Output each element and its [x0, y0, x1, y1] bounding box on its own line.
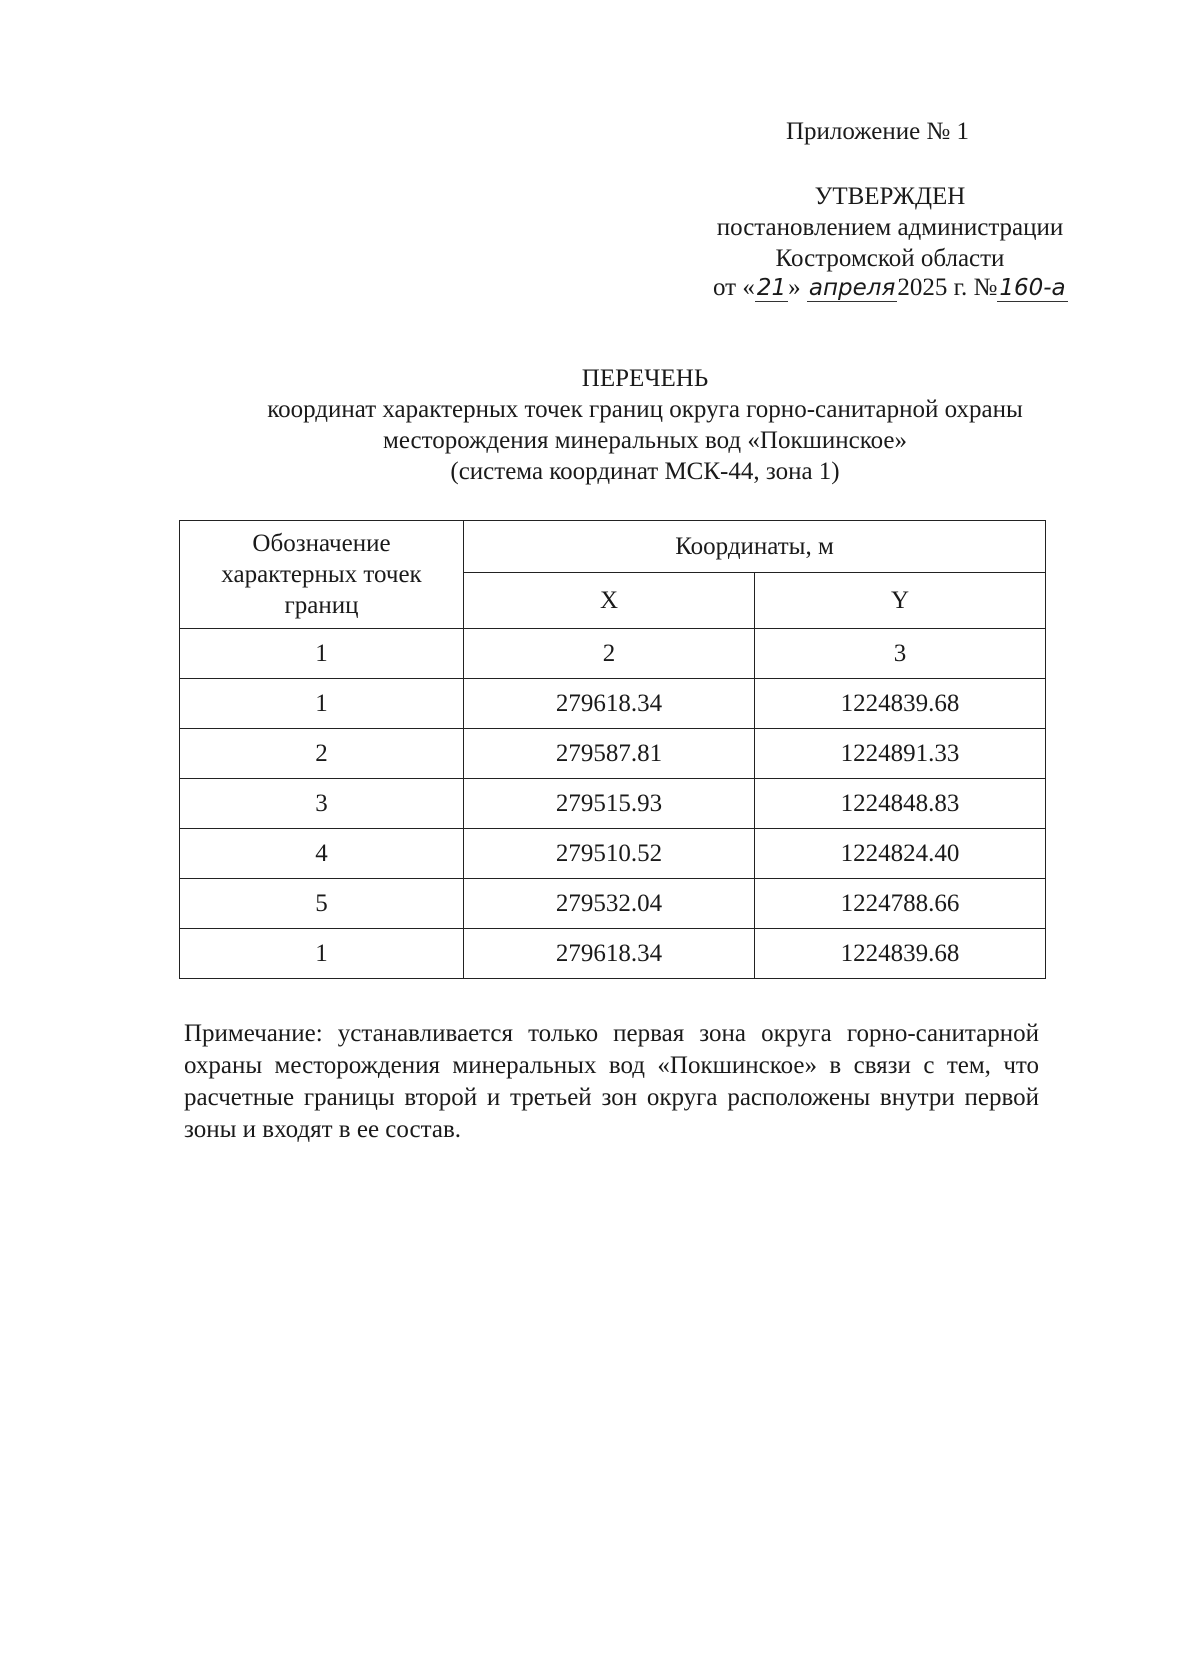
- point-id: 5: [180, 879, 464, 929]
- coord-x: 279587.81: [464, 729, 755, 779]
- header-point-designation: Обозначение характерных точек границ: [180, 521, 464, 629]
- approval-date-line: [713, 274, 1068, 302]
- date-prefix: от «: [713, 274, 755, 301]
- approval-heading: УТВЕРЖДЕН: [814, 183, 966, 210]
- coord-y: 1224839.68: [755, 929, 1046, 979]
- approval-stamp: [690, 181, 1090, 274]
- table-row: [180, 679, 1046, 729]
- document-title: [180, 363, 1110, 487]
- coord-y: 1224891.33: [755, 729, 1046, 779]
- point-id: 3: [180, 779, 464, 829]
- table-row: [180, 879, 1046, 929]
- coord-x: 279532.04: [464, 879, 755, 929]
- date-year: 2025 г. №: [897, 274, 998, 301]
- column-number-1: 1: [180, 629, 464, 679]
- point-id: 1: [180, 679, 464, 729]
- coord-x: 279618.34: [464, 679, 755, 729]
- column-number-3: 3: [755, 629, 1046, 679]
- point-id: 4: [180, 829, 464, 879]
- date-mid: »: [788, 274, 801, 301]
- coord-y: 1224824.40: [755, 829, 1046, 879]
- table-row: [180, 829, 1046, 879]
- coord-y: 1224848.83: [755, 779, 1046, 829]
- column-number-row: [180, 629, 1046, 679]
- column-number-2: 2: [464, 629, 755, 679]
- coord-x: 279515.93: [464, 779, 755, 829]
- header-y: Y: [755, 573, 1046, 629]
- title-line-1: координат характерных точек границ округа горно-санитарной охраны: [267, 396, 1023, 423]
- title-line-3: (система координат МСК-44, зона 1): [450, 458, 840, 485]
- point-id: 1: [180, 929, 464, 979]
- appendix-number: Приложение № 1: [786, 118, 970, 145]
- handwritten-day: 21: [756, 275, 787, 301]
- note-paragraph: Примечание: устанавливается только первая зона округа горно-санитарной охраны месторождения минеральных вод «Покшинское» в связи с тем, что расчетные границы второй и третьей зон округа расположены внутри первой зоны и входят в ее состав.: [184, 1020, 1039, 1143]
- coord-y: 1224839.68: [755, 679, 1046, 729]
- point-id: 2: [180, 729, 464, 779]
- coord-x: 279510.52: [464, 829, 755, 879]
- coord-x: 279618.34: [464, 929, 755, 979]
- approval-line-2: Костромской области: [775, 245, 1005, 272]
- coord-y: 1224788.66: [755, 879, 1046, 929]
- title-line-2: месторождения минеральных вод «Покшинское»: [383, 427, 907, 454]
- table-header-row: [180, 521, 1046, 573]
- header-coordinates: Координаты, м: [464, 521, 1046, 573]
- title-heading: ПЕРЕЧЕНЬ: [581, 365, 709, 392]
- table-row: [180, 729, 1046, 779]
- header-x: X: [464, 573, 755, 629]
- table-row: [180, 929, 1046, 979]
- handwritten-month: апреля: [808, 275, 896, 301]
- handwritten-number: 160-а: [999, 275, 1066, 301]
- approval-line-1: постановлением администрации: [716, 214, 1064, 241]
- table-row: [180, 779, 1046, 829]
- coordinates-table: [179, 520, 1046, 979]
